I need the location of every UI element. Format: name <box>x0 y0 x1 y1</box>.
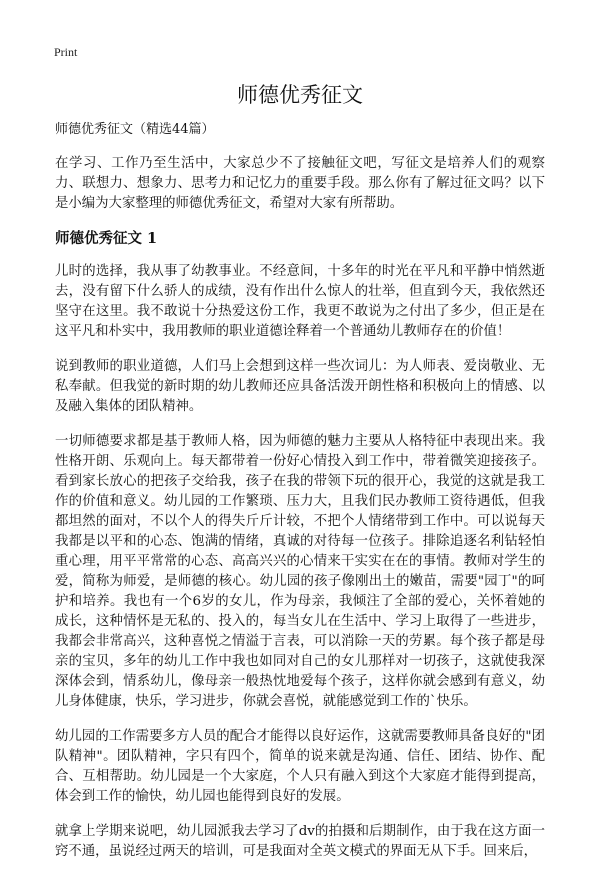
document-body <box>55 120 545 877</box>
body-paragraph-4: 幼儿园的工作需要多方人员的配合才能得以良好运作，这就需要教师具备良好的"团队精神"。团队精神，字只有四个，简单的说来就是沟通、信任、团结、协作、配合、互相帮助。幼儿园是一个大家庭，个人只有融入到这个大家庭才能得到提高，体会到工作的愉快，幼儿园也能得到良好的发展。 <box>55 729 545 804</box>
body-paragraph-5: 就拿上学期来说吧，幼儿园派我去学习了dv的拍摄和后期制作，由于我在这方面一窍不通，虽说经过两天的培训，可是我面对全英文模式的界面无从下手。回来后， <box>55 824 545 859</box>
body-paragraph-2: 说到教师的职业道德，人们马上会想到这样一些次词儿：为人师表、爱岗敬业、无私奉献。但我觉的新时期的幼儿教师还应具备活泼开朗性格和积极向上的情感、以及融入集体的团队精神。 <box>55 359 545 414</box>
body-paragraph-1: 儿时的选择，我从事了幼教事业。不经意间，十多年的时光在平凡和平静中悄然逝去，没有留下什么骄人的成绩，没有作出什么惊人的壮举，但直到今天，我依然还坚守在这里。我不敢说十分热爱这份工作，我更不敢说为之付出了多少，但正是在这平凡和朴实中，我用教师的职业道德诠释着一个普通幼儿教师存在的价值！ <box>55 264 545 339</box>
document-subtitle: 师德优秀征文（精选44篇） <box>55 122 215 137</box>
intro-paragraph: 在学习、工作乃至生活中，大家总少不了接触征文吧，写征文是培养人们的观察力、联想力、想象力、思考力和记忆力的重要手段。那么你有了解过征文吗？以下是小编为大家整理的师德优秀征文，希望对大家有所帮助。 <box>55 156 545 211</box>
document-title: 师德优秀征文 <box>237 83 363 107</box>
print-label: Print <box>54 45 78 59</box>
body-paragraph-3: 一切师德要求都是基于教师人格，因为师德的魅力主要从人格特征中表现出来。我性格开朗、乐观向上。每天都带着一份好心情投入到工作中，带着微笑迎接孩子。看到家长放心的把孩子交给我，孩子在我的带领下玩的很开心，我觉的这就是我工作的价值和意义。幼儿园的工作繁琐、压力大，且我们民办教师工资待遇低，但我都坦然的面对，不以个人的得失斤斤计较，不把个人情绪带到工作中。可以说每天我都是以平和的心态、饱满的情绪，真诚的对待每一位孩子。排除追逐名利钻轻怕重心理，用平平常常的心态、高高兴兴的心情来干实实在在的事情。教师对学生的爱，简称为师爱，是师德的核心。幼儿园的孩子像刚出土的嫩苗，需要"园丁"的呵护和培养。我也有一个6岁的女儿，作为母亲，我倾注了全部的爱心，关怀着她的成长，这种情怀是无私的、投入的，每当女儿在生活中、学习上取得了一些进步，我都会非常高兴，这种喜悦之情溢于言表，可以消除一天的劳累。每个孩子都是母亲的宝贝，多年的幼儿工作中我也如同对自己的女儿那样对一切孩子，这就使我深深体会到，情系幼儿，像母亲一般热忱地爱每个孩子，这样你就会感到有意义，幼儿身体健康，快乐，学习进步，你就会喜悦，就能感觉到工作的`快乐。 <box>55 434 545 709</box>
section-heading: 师德优秀征文 1 <box>55 230 158 247</box>
